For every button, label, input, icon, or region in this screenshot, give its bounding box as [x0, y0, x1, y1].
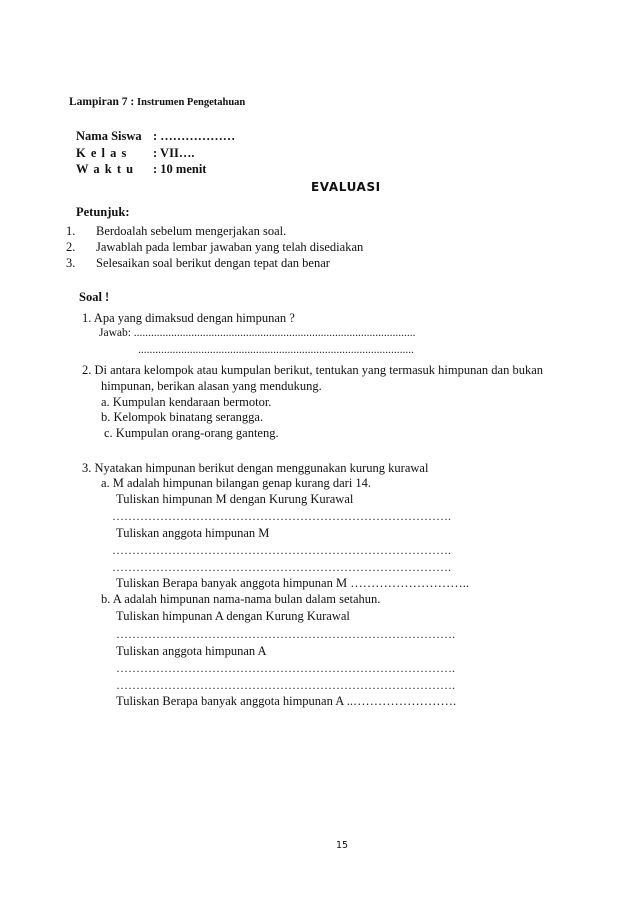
waktu-label: W a k t u [76, 162, 135, 176]
q2-b: b. Kelompok binatang serangga. [101, 410, 264, 424]
q3a-tulis3: Tuliskan Berapa banyak anggota himpunan M ……………………….. [116, 576, 469, 590]
q3a-dots2: …………………………………………………………………………. [112, 543, 451, 557]
q1-jawab-dots: ................................................................................................ [138, 344, 414, 356]
q3-text: 3. Nyatakan himpunan berikut dengan menggunakan kurung kurawal [82, 461, 429, 475]
petunjuk-text-2: Jawablah pada lembar jawaban yang telah disediakan [96, 240, 364, 254]
q2-a: a. Kumpulan kendaraan bermotor. [101, 395, 272, 409]
q2-line1: 2. Di antara kelompok atau kumpulan berikut, tentukan yang termasuk himpunan dan bukan [82, 363, 543, 377]
page-title: EVALUASI [311, 180, 381, 194]
nama-label: Nama Siswa [76, 129, 142, 143]
q1-jawab: Jawab: .................................................................................................. [99, 327, 416, 339]
q3a-dots3: …………………………………………………………………………. [112, 560, 451, 574]
q3a-tulis1: Tuliskan himpunan M dengan Kurung Kurawal [116, 492, 354, 506]
kelas-value: : VII…. [153, 146, 195, 160]
waktu-value: : 10 menit [153, 162, 207, 176]
q2-c: c. Kumpulan orang-orang ganteng. [104, 426, 279, 440]
petunjuk-num-3: 3. [66, 256, 76, 270]
kelas-label: K e l a s [76, 146, 128, 160]
nama-value: : ……………… [153, 129, 236, 143]
petunjuk-num-1: 1. [66, 224, 76, 238]
q3b-dots1: …………………………………………………………………………. [116, 627, 455, 641]
q3a-tulis2: Tuliskan anggota himpunan M [116, 526, 270, 540]
soal-heading: Soal ! [79, 290, 110, 304]
q3b-dots2: …………………………………………………………………………. [116, 661, 455, 675]
q3b-tulis2: Tuliskan anggota himpunan A [116, 644, 267, 658]
q3b-tulis1: Tuliskan himpunan A dengan Kurung Kurawal [116, 609, 350, 623]
q3a-intro: a. M adalah himpunan bilangan genap kurang dari 14. [101, 476, 372, 490]
q1-text: 1. Apa yang dimaksud dengan himpunan ? [82, 311, 295, 325]
q3b-dots3: …………………………………………………………………………. [116, 678, 455, 692]
petunjuk-heading: Petunjuk: [76, 205, 130, 219]
q3b-intro: b. A adalah himpunan nama-nama bulan dalam setahun. [101, 592, 381, 606]
lampiran-title: Instrumen Pengetahuan [137, 97, 246, 108]
lampiran-label: Lampiran 7 : [69, 96, 135, 108]
q2-line2: himpunan, berikan alasan yang mendukung. [101, 379, 322, 393]
petunjuk-text-1: Berdoalah sebelum mengerjakan soal. [96, 224, 287, 238]
lampiran-line [69, 96, 245, 108]
page-number: 15 [336, 840, 349, 851]
petunjuk-text-3: Selesaikan soal berikut dengan tepat dan benar [96, 256, 330, 270]
q3b-tulis3: Tuliskan Berapa banyak anggota himpunan A ..……………………. [116, 694, 457, 708]
petunjuk-num-2: 2. [66, 240, 76, 254]
q3a-dots1: …………………………………………………………………………. [112, 509, 451, 523]
